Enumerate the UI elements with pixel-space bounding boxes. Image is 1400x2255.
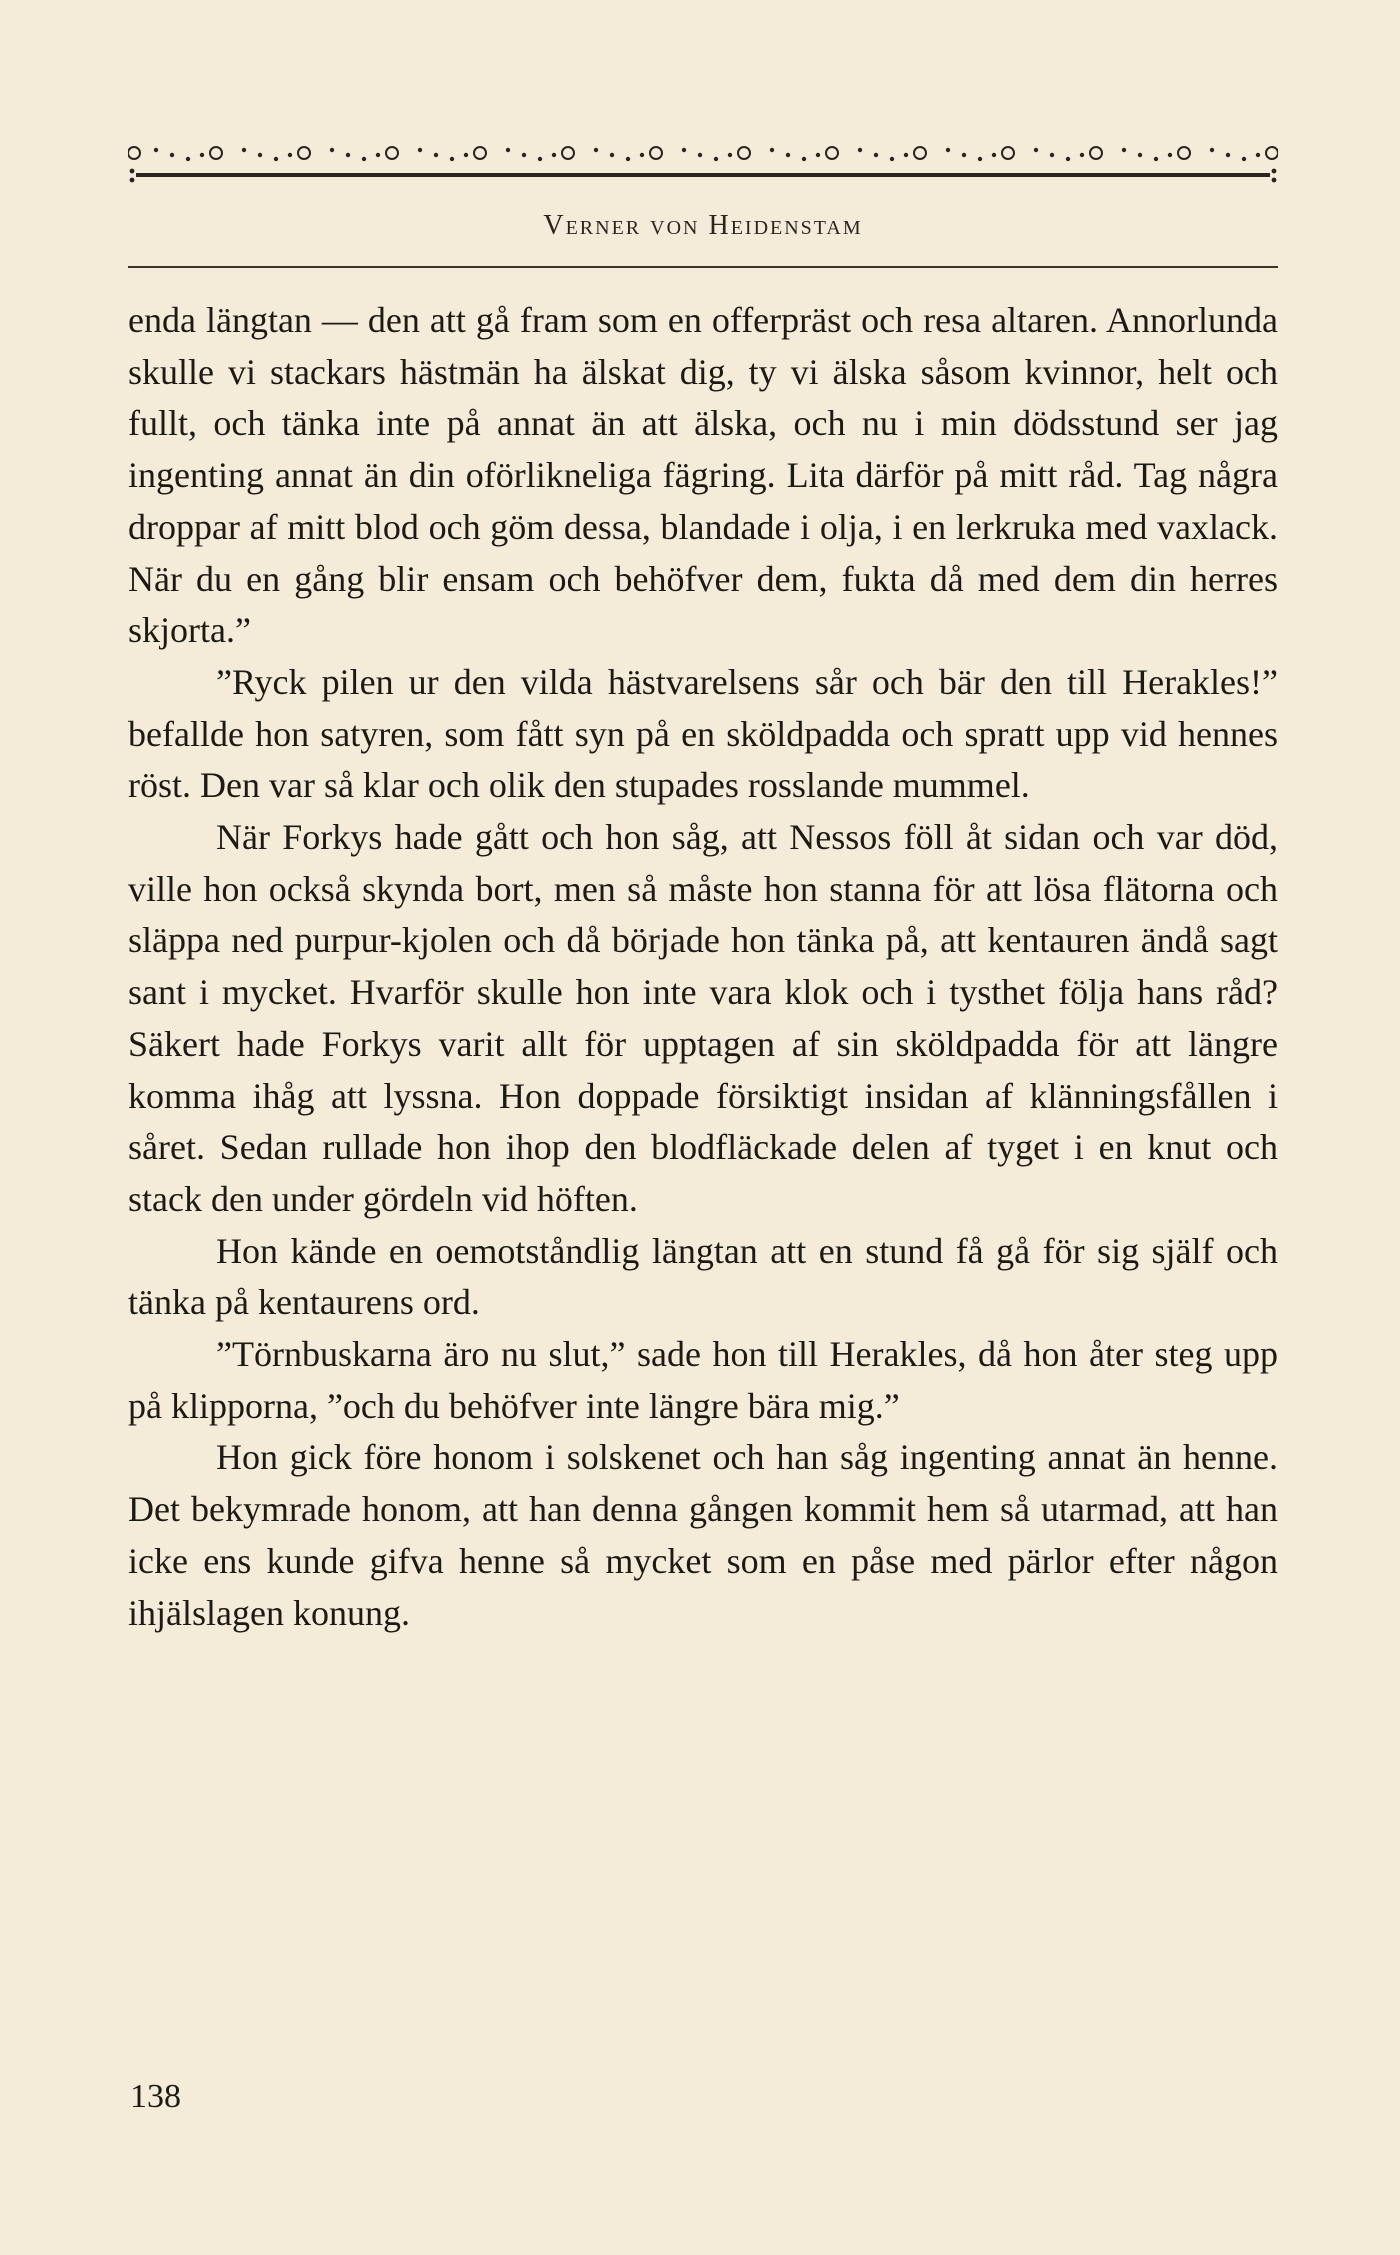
header-rule	[128, 266, 1278, 268]
paragraph-6: Hon gick före honom i solskenet och han såg ingenting annat än henne. Det bekymrade honom, att han denna gången kommit hem så utarmad, att han icke ens kunde gifva henne så mycket som en påse med pärlor efter någon ihjälslagen konung.	[128, 1437, 1278, 1633]
paragraph-5: ”Törnbuskarna äro nu slut,” sade hon till Herakles, då hon åter steg upp på klipporna, ”och du behöfver inte längre bära mig.”	[128, 1334, 1278, 1426]
running-header-title: Verner von Heidenstam	[543, 210, 863, 241]
decorative-border-ornament	[128, 125, 1278, 195]
paragraph-1: enda längtan — den att gå fram som en offerpräst och resa altaren. Annorlunda skulle vi stackars hästmän ha älskat dig, ty vi älska såsom kvinnor, helt och fullt, och tänka inte på annat än att älska, och nu i min dödsstund ser jag ingenting annat än din oförlikneliga fägring. Lita därför på mitt råd. Tag några droppar af mitt blod och göm dessa, blandade i olja, i en lerkruka med vaxlack. När du en gång blir ensam och behöfver dem, fukta då med dem din herres skjorta.”	[128, 300, 1278, 651]
paragraph-3: När Forkys hade gått och hon såg, att Nessos föll åt sidan och var död, ville hon också skynda bort, men så måste hon stanna för att lösa flätorna och släppa ned purpur-kjolen och då började hon tänka på, att kentauren ändå sagt sant i mycket. Hvarför skulle hon inte vara klok och i tysthet följa hans råd? Säkert hade Forkys varit allt för upptagen af sin sköldpadda för att längre komma ihåg att lyssna. Hon doppade försiktigt insidan af klänningsfållen i såret. Sedan rullade hon ihop den blodfläckade delen af tyget i en knut och stack den under gördeln vid höften.	[128, 817, 1278, 1219]
page-number: 138	[130, 2078, 181, 2115]
paragraph-2: ”Ryck pilen ur den vilda hästvarelsens sår och bär den till Herakles!” befallde hon satyren, som fått syn på en sköldpadda och spratt upp vid hennes röst. Den var så klar och olik den stupades rosslande mummel.	[128, 661, 1278, 806]
body-text	[128, 295, 1278, 1639]
paragraph-4: Hon kände en oemotståndlig längtan att en stund få gå för sig själf och tänka på kentaurens ord.	[128, 1230, 1278, 1323]
